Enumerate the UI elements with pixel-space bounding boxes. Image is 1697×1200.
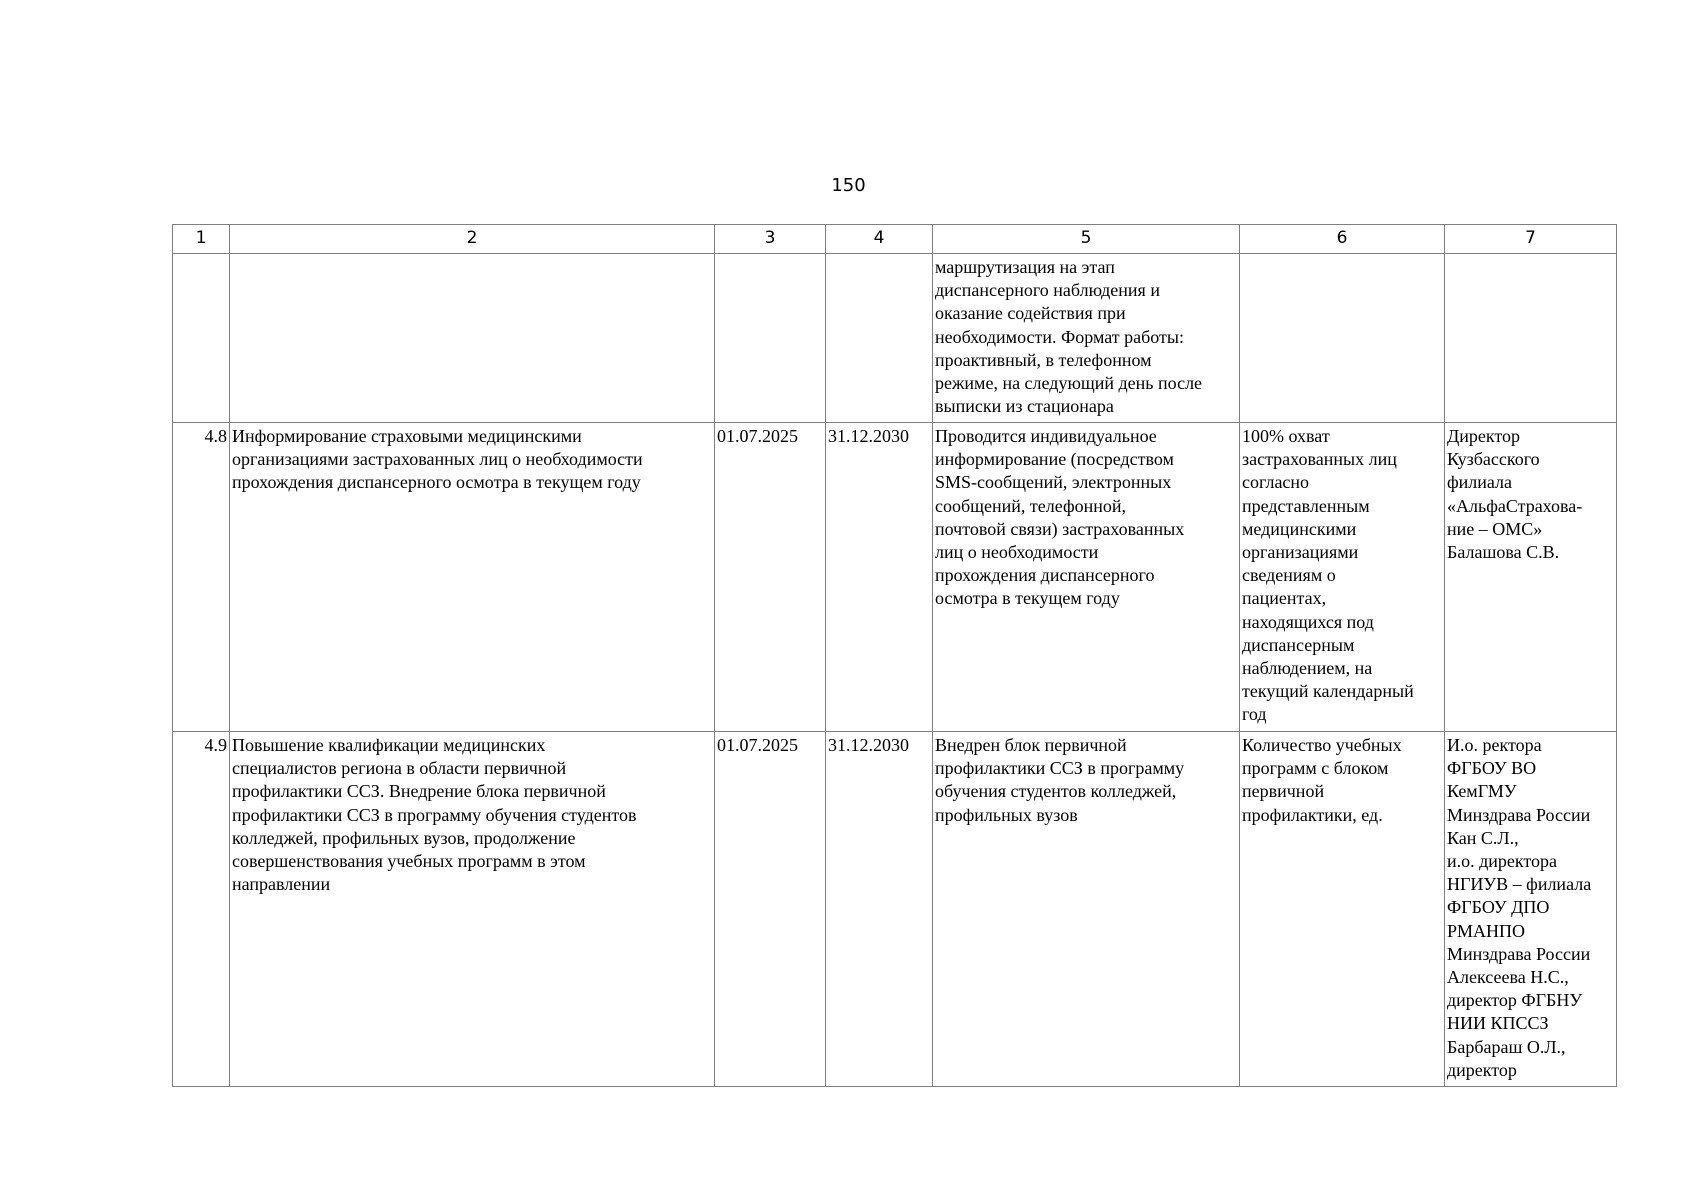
text-line: проактивный, в телефонном <box>935 349 1152 370</box>
text-line: директор <box>1447 1059 1517 1080</box>
text-line: Количество учебных <box>1242 735 1402 755</box>
column-header-2: 2 <box>230 225 715 254</box>
column-header-1: 1 <box>173 225 230 254</box>
text-line: ние – ОМС» <box>1447 518 1543 539</box>
text-line: Повышение квалификации медицинских <box>232 735 546 755</box>
measure-title-cell <box>230 732 715 1087</box>
text-line: Информирование страховыми медицинскими <box>232 426 582 446</box>
column-header-3: 3 <box>715 225 826 254</box>
description-cell <box>933 732 1240 1087</box>
text-line: колледжей, профильных вузов, продолжение <box>232 827 576 848</box>
text-line: пациентах, <box>1242 588 1327 609</box>
column-header-4: 4 <box>826 225 933 254</box>
text-line: организациями застрахованных лиц о необходимости <box>232 449 643 470</box>
text-line: диспансерного наблюдения и <box>935 280 1160 301</box>
text-line: профилактики, ед. <box>1242 804 1383 825</box>
text-line: КемГМУ <box>1447 781 1517 802</box>
text-line: профильных вузов <box>935 804 1078 825</box>
indicator-cell <box>1240 254 1445 423</box>
text-line: профилактики ССЗ в программу обучения студентов <box>232 804 637 825</box>
text-line: сведениям о <box>1242 565 1336 586</box>
text-line: организациями <box>1242 542 1359 563</box>
text-line: профилактики ССЗ. Внедрение блока первичной <box>232 781 606 802</box>
start-date-cell: 01.07.2025 <box>715 423 826 732</box>
text-line: режиме, на следующий день после <box>935 373 1203 394</box>
page-number: 150 <box>831 175 866 196</box>
text-line: программ с блоком <box>1242 758 1389 779</box>
table-row <box>173 254 1617 423</box>
text-line: информирование (посредством <box>935 449 1174 470</box>
responsible-cell <box>1445 732 1617 1087</box>
text-line: филиала <box>1447 472 1513 493</box>
text-line: специалистов региона в области первичной <box>232 758 567 779</box>
responsible-cell <box>1445 254 1617 423</box>
text-line: SMS-сообщений, электронных <box>935 472 1172 493</box>
text-line: выписки из стационара <box>935 396 1114 417</box>
text-line: Минздрава России <box>1447 804 1591 825</box>
text-line: Алексеева Н.С., <box>1447 967 1569 988</box>
text-line: Проводится индивидуальное <box>935 426 1157 446</box>
text-line: год <box>1242 704 1267 725</box>
text-line: НГИУВ – филиала <box>1447 874 1592 895</box>
column-header-5: 5 <box>933 225 1240 254</box>
text-line: находящихся под <box>1242 611 1374 632</box>
column-header-6: 6 <box>1240 225 1445 254</box>
text-line: осмотра в текущем году <box>935 588 1120 609</box>
text-line: и.о. директора <box>1447 851 1558 872</box>
text-line: И.о. ректора <box>1447 735 1542 755</box>
text-line: согласно <box>1242 472 1310 493</box>
text-line: совершенствования учебных программ в этом <box>232 851 586 872</box>
header-row <box>173 225 1617 254</box>
text-line: первичной <box>1242 781 1325 802</box>
text-line: прохождения диспансерного осмотра в текущем году <box>232 472 641 493</box>
text-line: Внедрен блок первичной <box>935 735 1127 755</box>
description-cell <box>933 423 1240 732</box>
column-header-7: 7 <box>1445 225 1617 254</box>
text-line: 100% охват <box>1242 426 1330 446</box>
start-date-cell <box>715 254 826 423</box>
text-line: почтовой связи) застрахованных <box>935 518 1185 539</box>
text-line: Кузбасского <box>1447 449 1540 470</box>
indicator-cell <box>1240 732 1445 1087</box>
text-line: РМАНПО <box>1447 920 1526 941</box>
row-number-cell: 4.8 <box>173 423 230 732</box>
text-line: ФГБОУ ДПО <box>1447 897 1550 918</box>
indicator-cell <box>1240 423 1445 732</box>
row-number-cell <box>173 254 230 423</box>
measure-title-cell <box>230 254 715 423</box>
text-line: оказание содействия при <box>935 303 1126 324</box>
text-line: медицинскими <box>1242 518 1357 539</box>
text-line: Кан С.Л., <box>1447 827 1519 848</box>
text-line: Балашова С.В. <box>1447 542 1560 563</box>
text-line: прохождения диспансерного <box>935 565 1155 586</box>
row-number-cell: 4.9 <box>173 732 230 1087</box>
start-date-cell: 01.07.2025 <box>715 732 826 1087</box>
text-line: направлении <box>232 874 331 895</box>
text-line: представленным <box>1242 495 1370 516</box>
text-line: диспансерным <box>1242 634 1355 655</box>
responsible-cell <box>1445 423 1617 732</box>
text-line: сообщений, телефонной, <box>935 495 1127 516</box>
text-line: Директор <box>1447 426 1521 446</box>
table-row <box>173 423 1617 732</box>
text-line: директор ФГБНУ <box>1447 990 1583 1011</box>
text-line: «АльфаСтрахова- <box>1447 495 1583 516</box>
end-date-cell <box>826 254 933 423</box>
text-line: обучения студентов колледжей, <box>935 781 1177 802</box>
text-line: текущий календарный <box>1242 681 1414 702</box>
text-line: ФГБОУ ВО <box>1447 758 1537 779</box>
text-line: необходимости. Формат работы: <box>935 326 1184 347</box>
end-date-cell: 31.12.2030 <box>826 732 933 1087</box>
table-row <box>173 732 1617 1087</box>
plan-table <box>172 224 1617 1087</box>
text-line: профилактики ССЗ в программу <box>935 758 1185 779</box>
text-line: застрахованных лиц <box>1242 449 1397 470</box>
text-line: Барбараш О.Л., <box>1447 1036 1566 1057</box>
text-line: наблюдением, на <box>1242 658 1373 679</box>
end-date-cell: 31.12.2030 <box>826 423 933 732</box>
description-cell <box>933 254 1240 423</box>
text-line: маршрутизация на этап <box>935 257 1115 277</box>
text-line: НИИ КПССЗ <box>1447 1013 1549 1034</box>
text-line: Минздрава России <box>1447 943 1591 964</box>
measure-title-cell <box>230 423 715 732</box>
text-line: лиц о необходимости <box>935 542 1099 563</box>
